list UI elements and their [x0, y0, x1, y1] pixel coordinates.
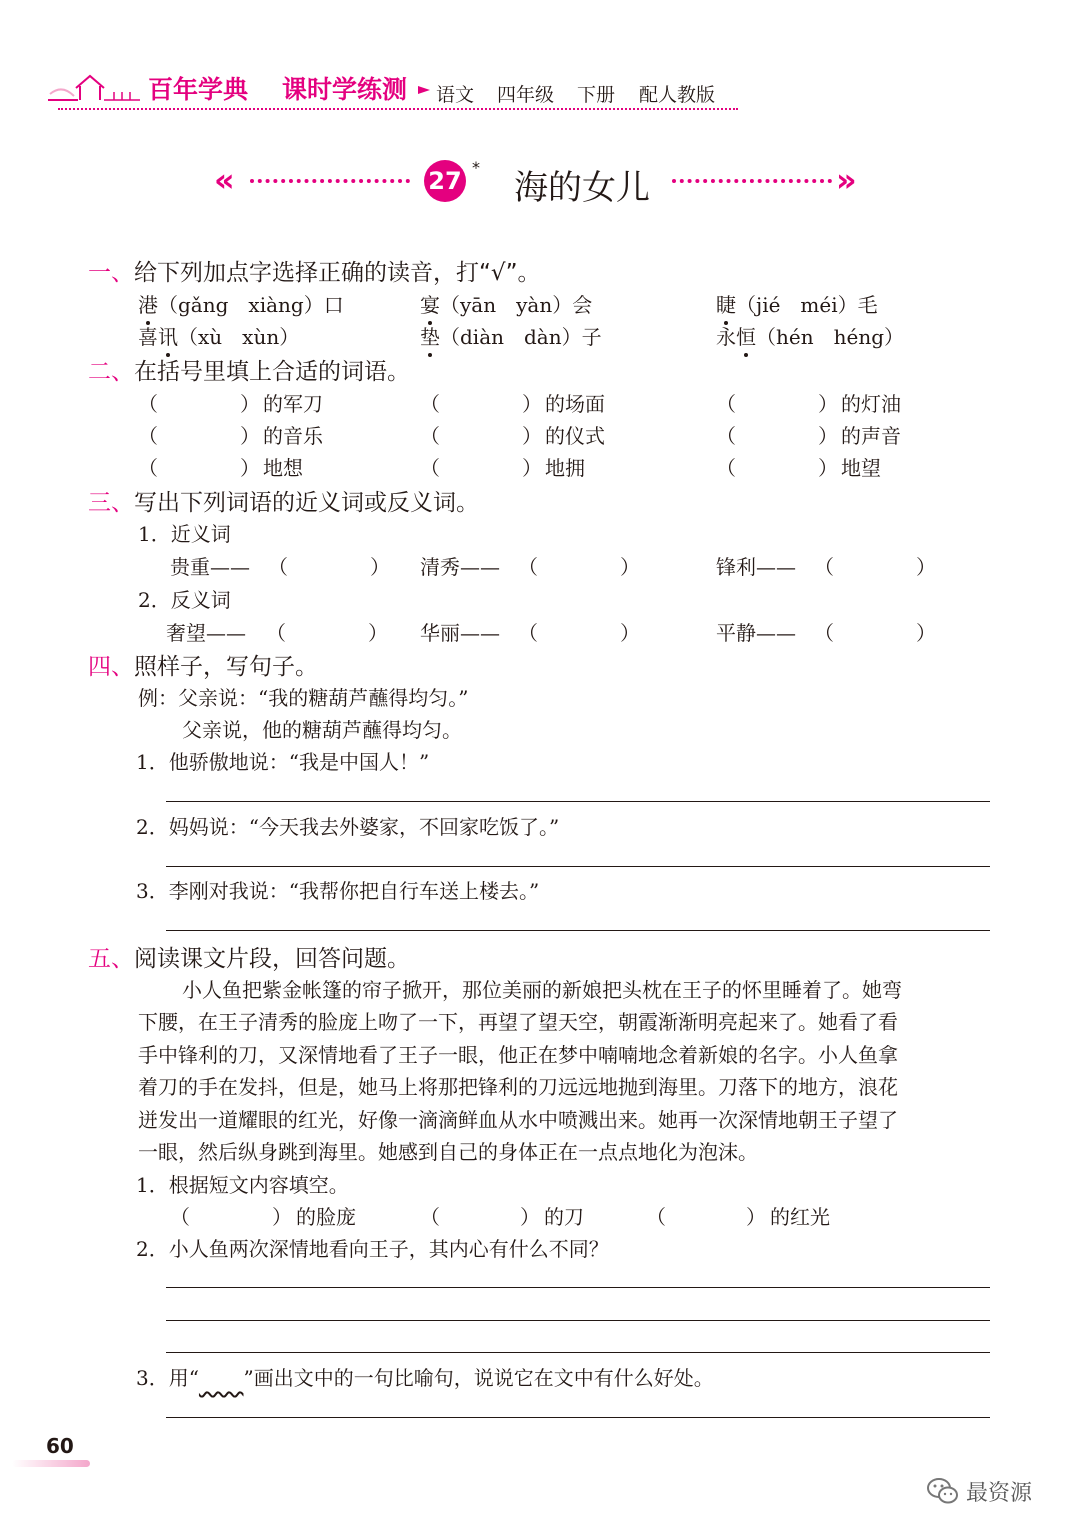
- blank-open: （: [138, 424, 158, 448]
- title-rule-right: [672, 179, 832, 183]
- section-2-heading: [88, 353, 410, 386]
- question-3-start: 3．用“: [136, 1366, 199, 1390]
- section-4-title: 照样子，写句子。: [134, 654, 318, 680]
- watermark-text: 最资源: [966, 1481, 1033, 1506]
- blank-open: （: [420, 424, 440, 448]
- blank-open: （: [518, 621, 538, 645]
- pinyin-options: （yān yàn）: [440, 293, 573, 317]
- fill-word: 地想: [263, 456, 303, 480]
- dotted-char: 宴: [420, 289, 440, 318]
- arrow-icon: [418, 84, 432, 96]
- passage-line: 迸发出一道耀眼的红光，好像一滴滴鲜血从水中喷溅出来。她再一次深情地朝王子望了: [138, 1108, 898, 1132]
- answer-line[interactable]: [166, 866, 990, 867]
- antonym-subheading: 2．反义词: [138, 588, 231, 612]
- fill-word: 的仪式: [545, 424, 605, 448]
- reading-question-3: [136, 1362, 714, 1391]
- pinyin-item: [420, 289, 592, 318]
- blank-close: ）: [240, 392, 260, 416]
- dotted-char: 讯: [158, 321, 178, 350]
- blank-close: ）: [520, 1205, 540, 1229]
- word-tail: 毛: [857, 293, 878, 317]
- page-number-bar: [12, 1460, 90, 1467]
- passage-line: 一眼，然后纵身跳到海里。她感到自己的身体正在一点点地化为泡沫。: [138, 1140, 758, 1164]
- dotted-char: 恒: [736, 321, 756, 350]
- word-tail: 子: [581, 325, 602, 349]
- fill-word: 地拥: [545, 456, 585, 480]
- rewrite-question-3: 3．李刚对我说：“我帮你把自行车送上楼去。”: [136, 879, 540, 903]
- right-double-chevron-icon: »: [836, 161, 857, 199]
- section-5-number: 五、: [88, 946, 134, 972]
- volume-label: 下册: [577, 84, 616, 106]
- blank-open: （: [266, 621, 286, 645]
- fill-word: 的音乐: [263, 424, 323, 448]
- pinyin-item: [138, 321, 299, 350]
- blank-close: ）: [746, 1205, 766, 1229]
- blank-close: ）: [620, 621, 640, 645]
- antonym-word: 平静——: [716, 621, 796, 645]
- blank-open: （: [814, 555, 834, 579]
- wechat-icon: [926, 1476, 960, 1506]
- house-logo-icon: [44, 64, 144, 108]
- antonym-word: 奢望——: [166, 621, 246, 645]
- answer-line[interactable]: [166, 930, 990, 931]
- example-sentence: 例：父亲说：“我的糖葫芦蘸得均匀。”: [138, 686, 469, 710]
- answer-line[interactable]: [166, 1287, 990, 1288]
- rewrite-question-2: 2．妈妈说：“今天我去外婆家，不回家吃饭了。”: [136, 815, 560, 839]
- fill-word: 的声音: [841, 424, 901, 448]
- synonym-word: 贵重——: [170, 555, 250, 579]
- fill-word: 的脸庞: [296, 1205, 356, 1229]
- blank-close: ）: [240, 424, 260, 448]
- question-3-end: ”画出文中的一句比喻句，说说它在文中有什么好处。: [243, 1366, 714, 1390]
- grade-label: 四年级: [497, 84, 555, 106]
- answer-line[interactable]: [166, 801, 990, 802]
- blank-open: （: [170, 1205, 190, 1229]
- passage-line: 着刀的手在发抖，但是，她马上将那把锋利的刀远远地抛到海里。刀落下的地方，浪花: [138, 1075, 898, 1099]
- fill-word: 的刀: [544, 1205, 584, 1229]
- synonym-word: 清秀——: [420, 555, 500, 579]
- lesson-title: 海的女儿: [514, 168, 650, 208]
- section-2-number: 二、: [88, 359, 134, 385]
- blank-close: ）: [272, 1205, 292, 1229]
- pinyin-options: （hén héng）: [756, 325, 904, 349]
- lesson-star-mark: *: [472, 158, 480, 177]
- fill-word: 的灯油: [841, 392, 901, 416]
- pinyin-options: （diàn dàn）: [440, 325, 582, 349]
- blank-open: （: [268, 555, 288, 579]
- blank-open: （: [138, 392, 158, 416]
- rewrite-question-1: 1．他骄傲地说：“我是中国人！”: [136, 750, 430, 774]
- passage-line: 下腰，在王子清秀的脸庞上吻了一下，再望了望天空，朝霞渐渐明亮起来了。她看了看: [138, 1010, 898, 1034]
- blank-close: ）: [368, 621, 388, 645]
- blank-close: ）: [240, 456, 260, 480]
- synonym-subheading: 1．近义词: [138, 522, 231, 546]
- answer-line[interactable]: [166, 1417, 990, 1418]
- answer-line[interactable]: [166, 1320, 990, 1321]
- antonym-word: 华丽——: [420, 621, 500, 645]
- blank-close: ）: [522, 456, 542, 480]
- edition-label: 配人教版: [639, 84, 716, 106]
- pinyin-item: [138, 289, 344, 318]
- fill-word: 的场面: [545, 392, 605, 416]
- series-name: 课时学练测: [282, 75, 408, 104]
- blank-close: ）: [916, 555, 936, 579]
- pinyin-item: [716, 289, 878, 318]
- word-head: 喜: [138, 325, 158, 349]
- fill-word: 地望: [841, 456, 881, 480]
- fill-word: 的军刀: [263, 392, 323, 416]
- blank-close: ）: [522, 392, 542, 416]
- blank-open: （: [646, 1205, 666, 1229]
- section-5-title: 阅读课文片段，回答问题。: [134, 946, 410, 972]
- blank-open: （: [420, 456, 440, 480]
- pinyin-item: [420, 321, 602, 350]
- pinyin-options: （jié méi）: [736, 293, 858, 317]
- header-underline: [58, 108, 738, 110]
- title-rule-left: [250, 179, 410, 183]
- synonym-word: 锋利——: [716, 555, 796, 579]
- blank-open: （: [138, 456, 158, 480]
- section-4-heading: [88, 648, 318, 681]
- pinyin-options: （xù xùn）: [178, 325, 300, 349]
- answer-line[interactable]: [166, 1352, 990, 1353]
- word-head: 永: [716, 325, 736, 349]
- fill-word: 的红光: [770, 1205, 830, 1229]
- dotted-char: 垫: [420, 321, 440, 350]
- example-answer: 父亲说，他的糖葫芦蘸得均匀。: [182, 718, 462, 742]
- pinyin-item: [716, 321, 904, 350]
- wavy-underline-sample: [199, 1366, 244, 1390]
- blank-close: ）: [916, 621, 936, 645]
- dotted-char: 睫: [716, 289, 736, 318]
- section-1-title: 给下列加点字选择正确的读音，打“√”。: [134, 260, 541, 286]
- pinyin-options: （gǎng xiàng）: [158, 293, 324, 317]
- blank-open: （: [716, 456, 736, 480]
- brand-name: 百年学典: [148, 75, 249, 104]
- blank-close: ）: [522, 424, 542, 448]
- blank-close: ）: [818, 392, 838, 416]
- word-tail: 会: [572, 293, 593, 317]
- subject-label: 语文: [436, 84, 475, 106]
- lesson-number-badge: 27: [424, 160, 466, 202]
- blank-close: ）: [818, 456, 838, 480]
- blank-open: （: [518, 555, 538, 579]
- blank-open: （: [716, 392, 736, 416]
- section-3-heading: [88, 484, 479, 517]
- blank-close: ）: [370, 555, 390, 579]
- section-3-number: 三、: [88, 490, 134, 516]
- blank-close: ）: [818, 424, 838, 448]
- page-number: 60: [46, 1434, 74, 1458]
- section-1-number: 一、: [88, 260, 134, 286]
- reading-question-2: 2．小人鱼两次深情地看向王子，其内心有什么不同？: [136, 1237, 609, 1261]
- section-1-heading: [88, 254, 541, 287]
- left-double-chevron-icon: «: [214, 161, 235, 199]
- blank-close: ）: [620, 555, 640, 579]
- passage-line: 手中锋利的刀，又深情地看了王子一眼，他正在梦中喃喃地念着新娘的名字。小人鱼拿: [138, 1043, 898, 1067]
- passage-line: 小人鱼把紫金帐篷的帘子掀开，那位美丽的新娘把头枕在王子的怀里睡着了。她弯: [182, 978, 902, 1002]
- blank-open: （: [420, 1205, 440, 1229]
- section-2-title: 在括号里填上合适的词语。: [134, 359, 410, 385]
- section-5-heading: [88, 940, 410, 973]
- dotted-char: 港: [138, 289, 158, 318]
- blank-open: （: [814, 621, 834, 645]
- reading-question-1: 1．根据短文内容填空。: [136, 1173, 349, 1197]
- blank-open: （: [420, 392, 440, 416]
- section-3-title: 写出下列词语的近义词或反义词。: [134, 490, 479, 516]
- word-tail: 口: [323, 293, 344, 317]
- blank-open: （: [716, 424, 736, 448]
- section-4-number: 四、: [88, 654, 134, 680]
